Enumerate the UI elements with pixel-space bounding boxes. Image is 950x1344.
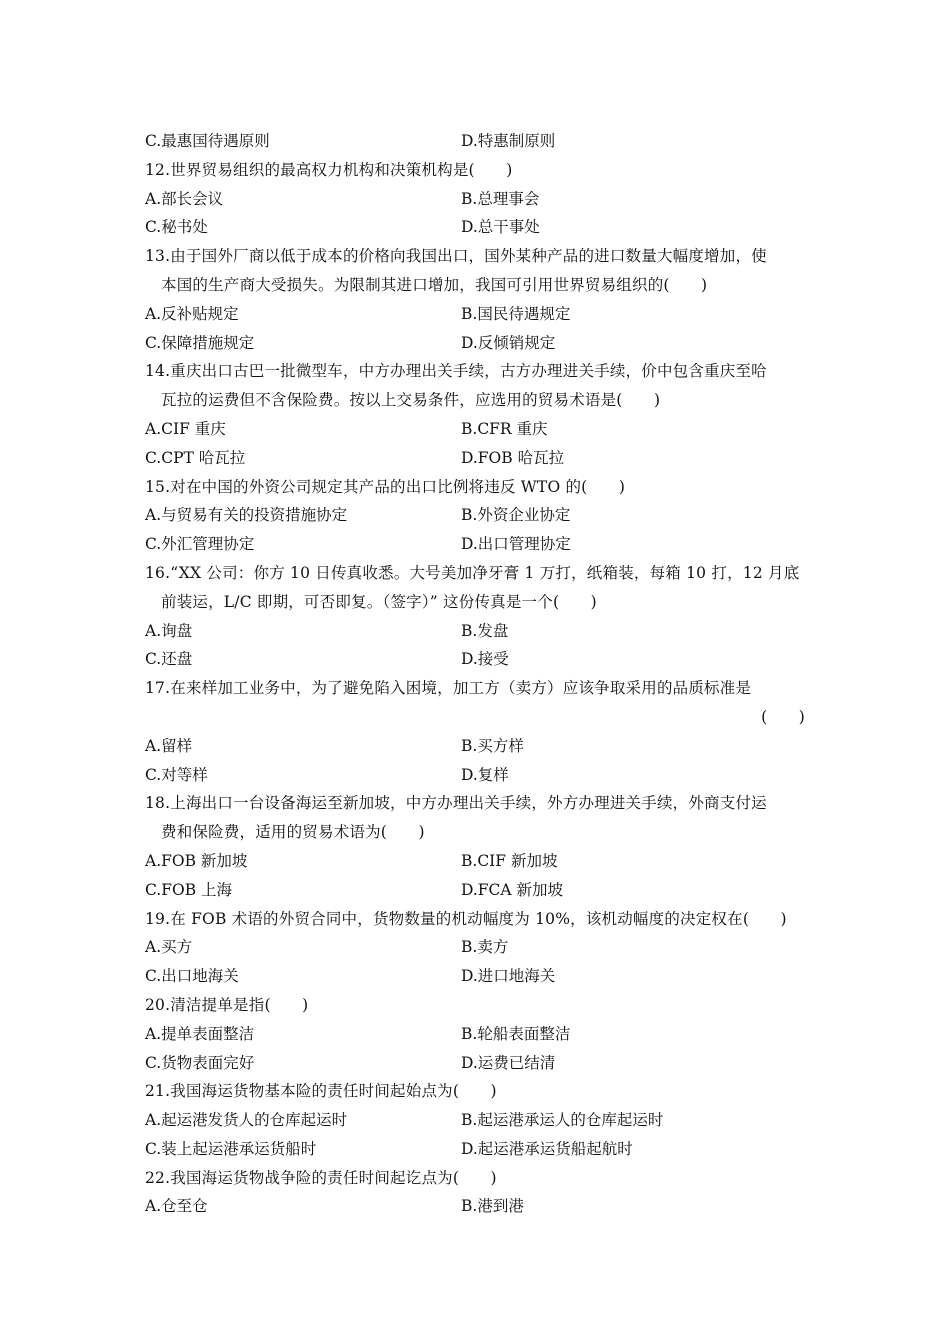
option-left: C.外汇管理协定 <box>145 535 255 554</box>
option-left: C.保障措施规定 <box>145 333 255 352</box>
option-right: B.国民待遇规定 <box>461 304 571 323</box>
answer-options-row <box>145 617 805 646</box>
option-right: D.复样 <box>461 765 509 784</box>
answer-options-row <box>145 329 805 358</box>
option-right: D.进口地海关 <box>461 967 556 986</box>
option-right: B.CFR 重庆 <box>461 419 548 438</box>
option-right: B.CIF 新加坡 <box>461 851 558 870</box>
option-left: A.起运港发货人的仓库起运时 <box>145 1111 348 1130</box>
option-left: C.最惠国待遇原则 <box>145 132 270 150</box>
option-right: D.总干事处 <box>461 218 540 237</box>
answer-options-row <box>145 876 805 905</box>
option-right: B.卖方 <box>461 938 509 957</box>
option-left: A.提单表面整洁 <box>145 1024 255 1043</box>
option-left: A.与贸易有关的投资措施协定 <box>145 506 348 525</box>
option-right: B.买方样 <box>461 736 524 755</box>
question-text-continued: 本国的生产商大受损失。为限制其进口增加，我国可引用世界贸易组织的( ) <box>161 275 708 294</box>
question-text-continued: 瓦拉的运费但不含保险费。按以上交易条件，应选用的贸易术语是( ) <box>161 391 661 410</box>
option-right: D.出口管理协定 <box>461 535 571 554</box>
question-text: 18.上海出口一台设备海运至新加坡，中方办理出关手续，外方办理进关手续，外商支付运 <box>145 794 767 813</box>
answer-options-row <box>145 1049 805 1078</box>
answer-options-row <box>145 1135 805 1164</box>
option-left: A.反补贴规定 <box>145 304 239 323</box>
answer-options-row <box>145 645 805 674</box>
option-left: A.询盘 <box>145 621 193 640</box>
question-text: 17.在来样加工业务中，为了避免陷入困境，加工方（卖方）应该争取采用的品质标准是 <box>145 679 752 698</box>
answer-options-row <box>145 530 805 559</box>
answer-blank: ( ) <box>761 707 805 726</box>
option-left: A.仓至仓 <box>145 1197 208 1216</box>
question-text: 20.清洁提单是指( ) <box>145 995 309 1014</box>
answer-options-row <box>145 1106 805 1135</box>
answer-options-row <box>145 501 805 530</box>
question-text: 14.重庆出口古巴一批微型车，中方办理出关手续，古方办理进关手续，价中包含重庆至哈 <box>145 362 767 381</box>
option-left: C.货物表面完好 <box>145 1053 255 1072</box>
answer-options-row <box>145 1192 805 1221</box>
option-left: A.部长会议 <box>145 189 224 208</box>
option-left: C.FOB 上海 <box>145 880 233 899</box>
option-left: A.FOB 新加坡 <box>145 851 248 870</box>
option-left: A.CIF 重庆 <box>145 419 226 438</box>
question-text: 19.在 FOB 术语的外贸合同中，货物数量的机动幅度为 10%，该机动幅度的决定权在( ) <box>145 909 787 928</box>
answer-options-row <box>145 962 805 991</box>
answer-options-row <box>145 933 805 962</box>
question-text: 21.我国海运货物基本险的责任时间起始点为( ) <box>145 1082 497 1101</box>
option-right: B.发盘 <box>461 621 509 640</box>
option-right: D.起运港承运货船起航时 <box>461 1139 633 1158</box>
answer-options-row <box>145 127 805 156</box>
question-text-continued: 费和保险费，适用的贸易术语为( ) <box>161 823 425 842</box>
option-right: D.FOB 哈瓦拉 <box>461 448 565 467</box>
answer-options-row <box>145 213 805 242</box>
answer-options-row <box>145 415 805 444</box>
option-left: C.CPT 哈瓦拉 <box>145 448 246 467</box>
question-text: 16.“XX 公司：你方 10 日传真收悉。大号美加净牙膏 1 万打，纸箱装，每箱 10 打，12 月底 <box>145 563 800 582</box>
question-text-continued: 前装运，L/C 即期，可否即复。（签字）” 这份传真是一个( ) <box>161 592 597 611</box>
option-right: D.特惠制原则 <box>461 132 556 150</box>
option-right: B.港到港 <box>461 1197 524 1216</box>
answer-options-row <box>145 1020 805 1049</box>
option-left: A.留样 <box>145 736 193 755</box>
option-left: C.对等样 <box>145 765 208 784</box>
question-text: 13.由于国外厂商以低于成本的价格向我国出口，国外某种产品的进口数量大幅度增加，使 <box>145 247 767 266</box>
option-right: D.FCA 新加坡 <box>461 880 564 899</box>
answer-options-row <box>145 444 805 473</box>
answer-options-row <box>145 732 805 761</box>
question-text: 12.世界贸易组织的最高权力机构和决策机构是( ) <box>145 160 513 179</box>
option-left: C.装上起运港承运货船时 <box>145 1139 317 1158</box>
option-right: B.总理事会 <box>461 189 540 208</box>
option-left: C.出口地海关 <box>145 967 239 986</box>
answer-options-row <box>145 761 805 790</box>
option-right: B.起运港承运人的仓库起运时 <box>461 1111 664 1130</box>
option-right: D.接受 <box>461 650 509 669</box>
option-right: B.轮船表面整洁 <box>461 1024 571 1043</box>
answer-options-row <box>145 847 805 876</box>
option-left: C.秘书处 <box>145 218 208 237</box>
answer-options-row <box>145 185 805 214</box>
answer-options-row <box>145 300 805 329</box>
option-right: B.外资企业协定 <box>461 506 571 525</box>
question-text: 22.我国海运货物战争险的责任时间起讫点为( ) <box>145 1168 497 1187</box>
option-left: A.买方 <box>145 938 193 957</box>
option-left: C.还盘 <box>145 650 193 669</box>
question-text: 15.对在中国的外资公司规定其产品的出口比例将违反 WTO 的( ) <box>145 477 626 496</box>
option-right: D.反倾销规定 <box>461 333 556 352</box>
option-right: D.运费已结清 <box>461 1053 556 1072</box>
exam-page <box>145 127 805 1221</box>
